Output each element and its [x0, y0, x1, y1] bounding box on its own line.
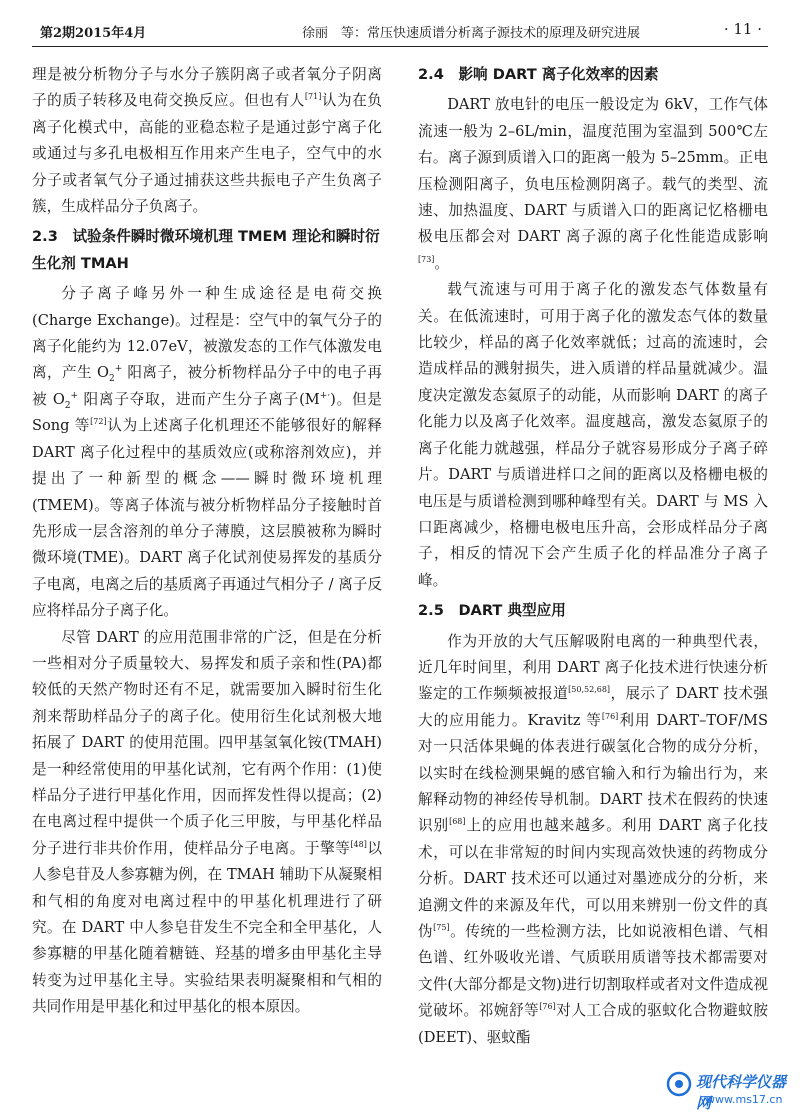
watermark	[666, 1069, 796, 1111]
citation: [76]	[539, 1002, 556, 1012]
section-heading-2-4: 2.4 影响 DART 离子化效率的因素	[418, 66, 659, 83]
section-heading-2-3: 2.3 试验条件瞬时微环境机理 TMEM 理论和瞬时衍生化剂 TMAH	[32, 228, 380, 272]
watermark-name: 现代科学仪器网	[696, 1073, 787, 1112]
citation: [76]	[601, 711, 619, 721]
left-column	[32, 62, 382, 1021]
running-title: 徐丽 等：常压快速质谱分析离子源技术的原理及研究进展	[302, 26, 641, 41]
right-column	[418, 62, 768, 1051]
paragraph: 分子离子峰另外一种生成途径是电荷交换(Charge Exchange)。过程是：空气中的氧气分子的离子化能约为 12.07eV，被激发态的工作气体激发电离，产生 $O_2^+$ 阳离子，被分析物样品分子中的电子再被 $O_2^+$ 阳离子夺取，进而产生分子离子(M+·)。但是 Song 等[72]认为上述离子化机理还不能够很好的解释 DART 离子化过程中的基质效应(或称溶剂效应)，并提出了一种新型的概念——瞬时微环境机理(TMEM)。等离子体流与被分析物样品分子接触时首先形成一层含溶剂的单分子薄膜，这层膜被称为瞬时微环境(TME)。DART 离子化试剂使易挥发的基质分子电离，电离之后的基质离子再通过气相分子 / 离子反应将样品分子离子化。	[32, 285, 383, 620]
paragraph: 载气流速与可用于离子化的激发态气体数量有关。在低流速时，可用于离子化的激发态气体的数量比较少，样品的离子化效率就低；过高的流速时，会造成样品的溅射损失，进入质谱的样品量就减少。温度决定激发态氦原子的动能，从而影响 DART 的离子化能力以及离子化效率。温度越高，激发态氦原子的离子化能力就越强，样品分子就容易形成分子离子碎片。DART 与质谱进样口之间的距离以及格栅电极的电压是与质谱检测到哪种峰型有关。DART 与 MS 入口距离减少，格栅电极电压升高，会形成样品分子离子，相反的情况下会产生质子化的样品准分子离子峰。	[418, 281, 768, 589]
page-number: · 11 ·	[723, 20, 762, 38]
issue-date: 第2期2015年4月	[40, 26, 147, 41]
citation: [72]	[90, 417, 107, 427]
paragraph: DART 放电针的电压一般设定为 6kV，工作气体流速一般为 2–6L/min，温度范围为室温到 500℃左右。离子源到质谱入口的距离一般为 5–25mm。正电压检测阳离子，负电压检测阴离子。载气的类型、流速、加热温度、DART 与质谱入口的距离记忆格栅电极电压都会对 DART 离子源的离子化性能造成影响[73]。	[418, 96, 768, 272]
paragraph: 理是被分析物分子与水分子簇阴离子或者氧分子阴离子的质子转移及电荷交换反应。但也有人[71]认为在负离子化模式中，高能的亚稳态粒子是通过彭宁离子化或通过与多孔电极相互作用来产生电子，空气中的水分子或者氧气分子通过捕获这些共振电子产生负离子簇，生成样品分子负离子。	[32, 66, 382, 216]
citation: [73]	[418, 254, 435, 264]
watermark-url: www.ms17.cn	[706, 1093, 783, 1106]
watermark-logo-icon	[666, 1071, 692, 1097]
citation: [48]	[350, 839, 367, 849]
running-header	[40, 18, 762, 44]
citation: [75]	[433, 923, 450, 933]
paragraph: 尽管 DART 的应用范围非常的广泛，但是在分析一些相对分子质量较大、易挥发和质子亲和性(PA)都较低的天然产物时还有不足，就需要加入瞬时衍生化剂来帮助样品分子的离子化。使用衍生化试剂极大地拓展了 DART 的使用范围。四甲基氢氧化铵(TMAH)是一种经常使用的甲基化试剂，它有两个作用：(1)使样品分子进行甲基化作用，因而挥发性得以提高；(2)在电离过程中提供一个质子化三甲胺，与甲基化样品分子进行非共价作用，使样品分子电离。于擎等[48]以人参皂苷及人参寡糖为例，在 TMAH 辅助下从凝聚相和气相的角度对电离过程中的甲基化机理进行了研究。在 DART 中人参皂苷发生不完全和全甲基化，人参寡糖的甲基化随着糖链、羟基的增多由甲基化主导转变为过甲基化主导。实验结果表明凝聚相和气相的共同作用是甲基化和过甲基化的根本原因。	[32, 628, 382, 1016]
citation: [68]	[449, 817, 466, 827]
citation: [50,52,68]	[568, 685, 611, 695]
citation: [71]	[304, 92, 322, 102]
header-rule	[32, 46, 768, 47]
paragraph: 作为开放的大气压解吸附电离的一种典型代表，近几年时间里，利用 DART 离子化技术进行快速分析鉴定的工作频频被报道[50,52,68]，展示了 DART 技术强大的应用能力。Kravitz 等[76]利用 DART–TOF/MS 对一只活体果蝇的体表进行碳氢化合物的成分分析，以实时在线检测果蝇的感官输入和行为输出行为，来解释动物的神经传导机制。DART 技术在假药的快速识别[68]上的应用也越来越多。利用 DART 离子化技术，可以在非常短的时间内实现高效快速的药物成分分析。DART 技术还可以通过对墨迹成分的分析，来追溯文件的来源及年代，可以用来辨别一份文件的真伪[75]。传统的一些检测方法，比如说液相色谱、气相色谱、红外吸收光谱、气质联用质谱等技术都需要对文件(大部分都是文物)进行切割取样或者对文件造成视觉破坏。祁婉舒等[76]对人工合成的驱蚊化合物避蚊胺(DEET)、驱蚊酯	[418, 632, 768, 1046]
section-heading-2-5: 2.5 DART 典型应用	[418, 602, 566, 620]
